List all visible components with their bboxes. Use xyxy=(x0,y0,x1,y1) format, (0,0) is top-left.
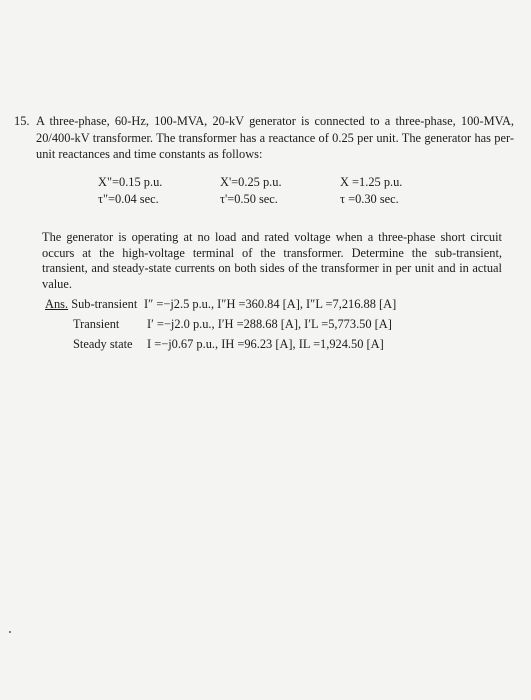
answer-block xyxy=(45,294,505,354)
answer-label: Sub-transient xyxy=(71,297,138,311)
steady-time-constant: τ =0.30 sec. xyxy=(340,192,399,206)
answer-row-transient xyxy=(45,314,505,334)
answer-value: I =−j0.67 p.u., IH =96.23 [A], IL =1,924.50 [A] xyxy=(147,337,384,351)
answer-value: I′ =−j2.0 p.u., I′H =288.68 [A], I′L =5,773.50 [A] xyxy=(147,317,392,331)
answer-value: I″ =−j2.5 p.u., I″H =360.84 [A], I″L =7,216.88 [A] xyxy=(144,297,397,311)
transient-reactance: X'=0.25 p.u. xyxy=(220,175,282,189)
transient-time-constant: τ'=0.50 sec. xyxy=(220,192,278,206)
reactance-row xyxy=(98,175,438,191)
answer-prefix: Ans. xyxy=(45,297,69,311)
answer-label: Transient xyxy=(73,317,120,331)
time-constant-row xyxy=(98,192,438,208)
problem-number: 15. xyxy=(14,114,30,128)
scan-speck xyxy=(9,631,11,633)
synchronous-reactance: X =1.25 p.u. xyxy=(340,175,403,189)
problem-text: A three-phase, 60-Hz, 100-MVA, 20-kV generator is connected to a three-phase, 100-MVA, 20/400-kV transformer. The transformer has a reactance of 0.25 per unit. The generator has per-unit reactances and time constants as follows: xyxy=(36,114,514,161)
answer-label: Steady state xyxy=(73,337,133,351)
answer-row-steady-state xyxy=(45,334,505,354)
answer-row-subtransient xyxy=(45,294,505,314)
subtransient-time-constant: τ"=0.04 sec. xyxy=(98,192,159,206)
subtransient-reactance: X"=0.15 p.u. xyxy=(98,175,163,189)
problem-statement xyxy=(14,113,514,163)
problem-body: The generator is operating at no load and rated voltage when a three-phase short circuit occurs at the high-voltage terminal of the transformer. Determine the sub-transient, transient, and steady-state currents on both sides of the transformer in per unit and in actual value. xyxy=(42,230,502,291)
